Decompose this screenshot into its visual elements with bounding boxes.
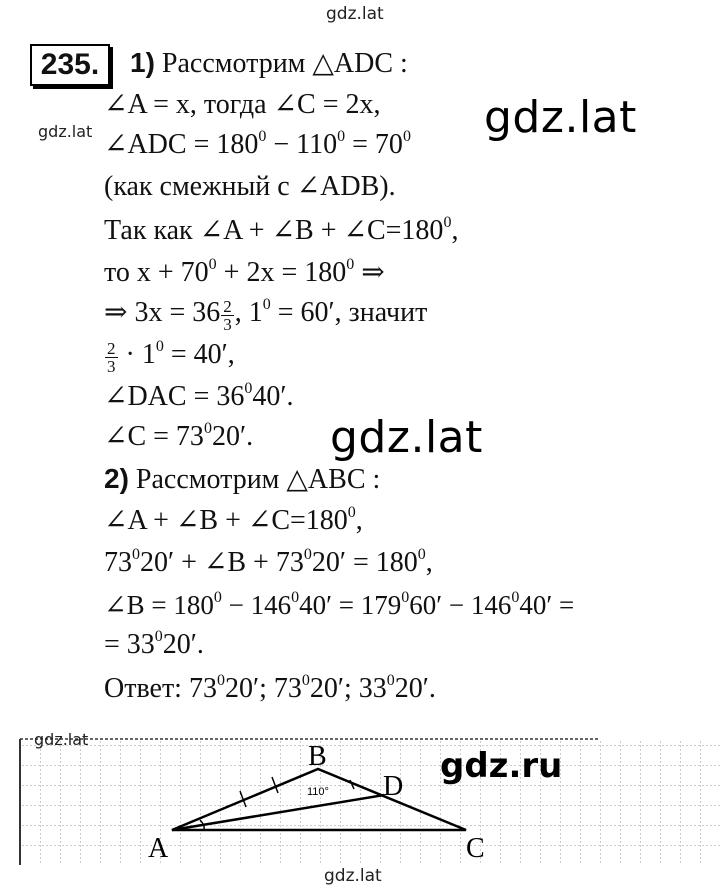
- part2-consider: Рассмотрим △ABC :: [135, 464, 381, 495]
- math-text: ,: [355, 505, 363, 536]
- math-text: ⇒: [354, 257, 385, 288]
- math-text: 20′ = 180: [311, 547, 418, 578]
- math-text: то x + 70: [104, 257, 209, 288]
- fraction-denominator: 3: [223, 315, 232, 334]
- math-text: 40′ =: [519, 590, 575, 620]
- part2-line-3: [104, 588, 574, 622]
- math-text: − 110: [266, 129, 338, 160]
- degree-mark: 0: [154, 628, 163, 645]
- degree-mark: 0: [301, 672, 310, 689]
- math-text: 73: [104, 547, 132, 578]
- graph-paper-grid: [20, 739, 720, 865]
- watermark-top: gdz.lat: [326, 4, 384, 24]
- math-text: 20′; 73: [224, 673, 302, 704]
- part1-header: [130, 46, 408, 81]
- part1-line-4: [104, 214, 458, 248]
- math-text: 40′ = 179: [299, 590, 402, 620]
- math-text: ∠A + ∠B + ∠C=180: [104, 505, 348, 536]
- part1-consider: Рассмотрим △ADC :: [161, 48, 408, 79]
- watermark-figure-left: gdz.lat: [34, 730, 89, 749]
- degree-mark: 0: [132, 546, 140, 563]
- vertex-label-d: D: [383, 771, 404, 802]
- degree-mark: 0: [291, 589, 300, 606]
- degree-mark: 0: [155, 338, 164, 355]
- part1-line-6: [104, 296, 427, 333]
- degree-mark: 0: [262, 296, 271, 313]
- degree-mark: 0: [347, 504, 356, 521]
- math-text: (как смежный с ∠ADB).: [104, 171, 396, 202]
- part1-line-8: [104, 380, 294, 414]
- degree-mark: 0: [346, 256, 355, 273]
- triangle-sketch: [0, 725, 720, 865]
- watermark-big-2: gdz.lat: [330, 412, 483, 463]
- math-text: ∠ADC = 180: [104, 129, 259, 160]
- math-text: 20′ + ∠B + 73: [140, 547, 304, 578]
- math-text: = 40′,: [163, 339, 235, 370]
- watermark-big-1: gdz.lat: [484, 92, 637, 143]
- math-text: = 60′, значит: [270, 297, 428, 328]
- part2-line-2: [104, 546, 433, 580]
- degree-mark: 0: [401, 589, 410, 606]
- math-text: ∠A = x, тогда ∠C = 2x,: [104, 89, 381, 120]
- math-text: ⇒ 3x = 36: [104, 297, 221, 328]
- degree-mark: 0: [303, 546, 312, 563]
- math-text: = 33: [104, 629, 155, 660]
- vertex-label-c: C: [466, 833, 485, 864]
- fraction-numerator: 2: [107, 339, 116, 358]
- part2-line-4: [104, 628, 204, 662]
- math-text: Так как ∠A + ∠B + ∠C=180: [104, 215, 444, 246]
- answer-line: [104, 672, 436, 706]
- part1-label: 1): [130, 47, 155, 78]
- degree-mark: 0: [417, 546, 426, 563]
- fraction-denominator: 3: [107, 357, 116, 376]
- problem-number: 235.: [30, 44, 110, 86]
- part2-header: [104, 462, 380, 497]
- watermark-left: gdz.lat: [38, 122, 93, 141]
- watermark-gdz-ru: gdz.ru: [440, 746, 563, 786]
- math-text: ,: [451, 215, 459, 246]
- part1-line-5: [104, 256, 385, 290]
- part2-line-1: [104, 504, 363, 538]
- math-text: 20′.: [211, 421, 254, 452]
- degree-mark: 0: [511, 589, 520, 606]
- math-text: 20′.: [394, 673, 436, 704]
- fraction-two-thirds: [105, 340, 118, 375]
- part1-line-2: [104, 128, 411, 162]
- vertex-label-a: A: [148, 833, 169, 864]
- part1-line-3: [104, 170, 396, 204]
- degree-mark: 0: [203, 420, 212, 437]
- degree-mark: 0: [244, 380, 253, 397]
- math-text: · 1: [118, 339, 156, 370]
- math-text: Ответ: 73: [104, 673, 217, 704]
- part1-line-1: [104, 88, 381, 122]
- part2-label: 2): [104, 463, 129, 494]
- degree-mark: 0: [443, 214, 452, 231]
- math-text: 60′ − 146: [409, 590, 512, 620]
- math-text: 40′.: [252, 381, 294, 412]
- part1-line-7: [104, 338, 235, 375]
- math-text: ∠DAC = 36: [104, 381, 245, 412]
- math-text: + 2x = 180: [216, 257, 347, 288]
- math-text: 20′.: [162, 629, 204, 660]
- degree-mark: 0: [258, 128, 267, 145]
- degree-mark: 0: [208, 256, 217, 273]
- angle-label-110: 110°: [307, 786, 329, 798]
- degree-mark: 0: [386, 672, 395, 689]
- degree-mark: 0: [337, 128, 346, 145]
- fraction-two-thirds: [221, 298, 234, 333]
- math-text: − 146: [221, 590, 292, 620]
- math-text: ,: [425, 547, 433, 578]
- degree-mark: 0: [216, 672, 225, 689]
- fraction-numerator: 2: [223, 297, 232, 316]
- watermark-bottom: gdz.lat: [324, 866, 382, 886]
- part1-line-9: [104, 420, 253, 454]
- degree-mark: 0: [402, 128, 411, 145]
- degree-mark: 0: [213, 589, 222, 606]
- vertex-label-b: B: [308, 741, 327, 772]
- math-text: ∠C = 73: [104, 421, 204, 452]
- math-text: , 1: [234, 297, 263, 328]
- math-text: ∠B = 180: [104, 590, 214, 620]
- math-text: = 70: [345, 129, 403, 160]
- math-text: 20′; 33: [309, 673, 387, 704]
